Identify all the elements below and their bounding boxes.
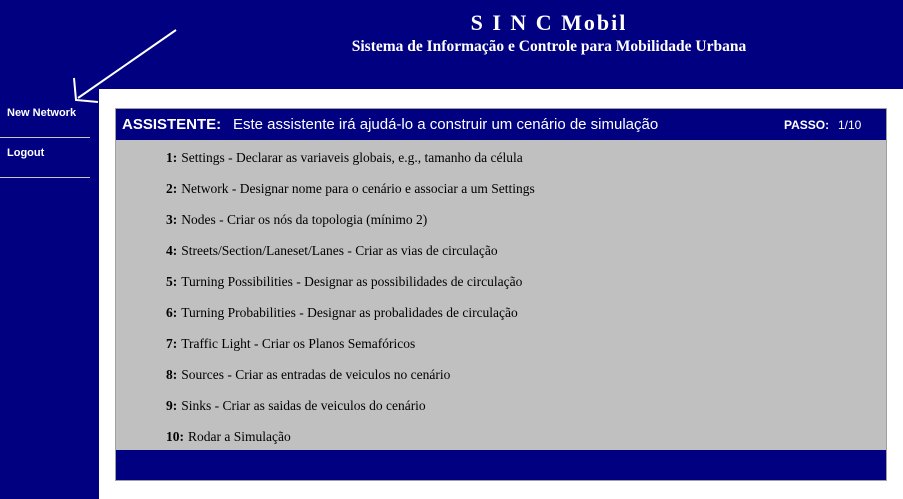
assistant-label: ASSISTENTE: [122, 116, 222, 133]
assistant-text: Este assistente irá ajudá-lo a construir um cenário de simulação [233, 116, 659, 133]
list-item: 6: Turning Probabilities - Designar as probalidades de circulação [166, 305, 518, 320]
step-value: 1/10 [838, 118, 862, 132]
list-item: 10: Rodar a Simulação [166, 429, 291, 444]
list-item: 5: Turning Possibilities - Designar as possibilidades de circulação [166, 274, 523, 289]
list-item: 9: Sinks - Criar as saidas de veiculos do cenário [166, 398, 426, 413]
list-item: 3: Nodes - Criar os nós da topologia (mínimo 2) [166, 212, 428, 227]
list-item: 8: Sources - Criar as entradas de veiculos no cenário [166, 367, 451, 382]
sidebar-item-label: Logout [7, 147, 45, 159]
sidebar [0, 89, 99, 499]
list-item: 7: Traffic Light - Criar os Planos Semafóricos [166, 336, 416, 351]
app-title: S I N C Mobil [470, 10, 628, 35]
sidebar-item-label: New Network [7, 107, 77, 119]
list-item: 1: Settings - Declarar as variaveis globais, e.g., tamanho da célula [166, 150, 523, 165]
app-subtitle: Sistema de Informação e Controle para Mobilidade Urbana [351, 38, 747, 55]
list-item: 2: Network - Designar nome para o cenário e associar a um Settings [166, 181, 535, 196]
wizard-panel [115, 108, 887, 481]
sidebar-item-logout[interactable] [0, 138, 90, 178]
wizard-header [116, 109, 886, 140]
arrow-pointer-icon [60, 22, 190, 112]
list-item: 4: Streets/Section/Laneset/Lanes - Criar as vias de circulação [166, 243, 498, 258]
step-label: PASSO: [784, 118, 830, 132]
wizard-footer [116, 450, 886, 480]
